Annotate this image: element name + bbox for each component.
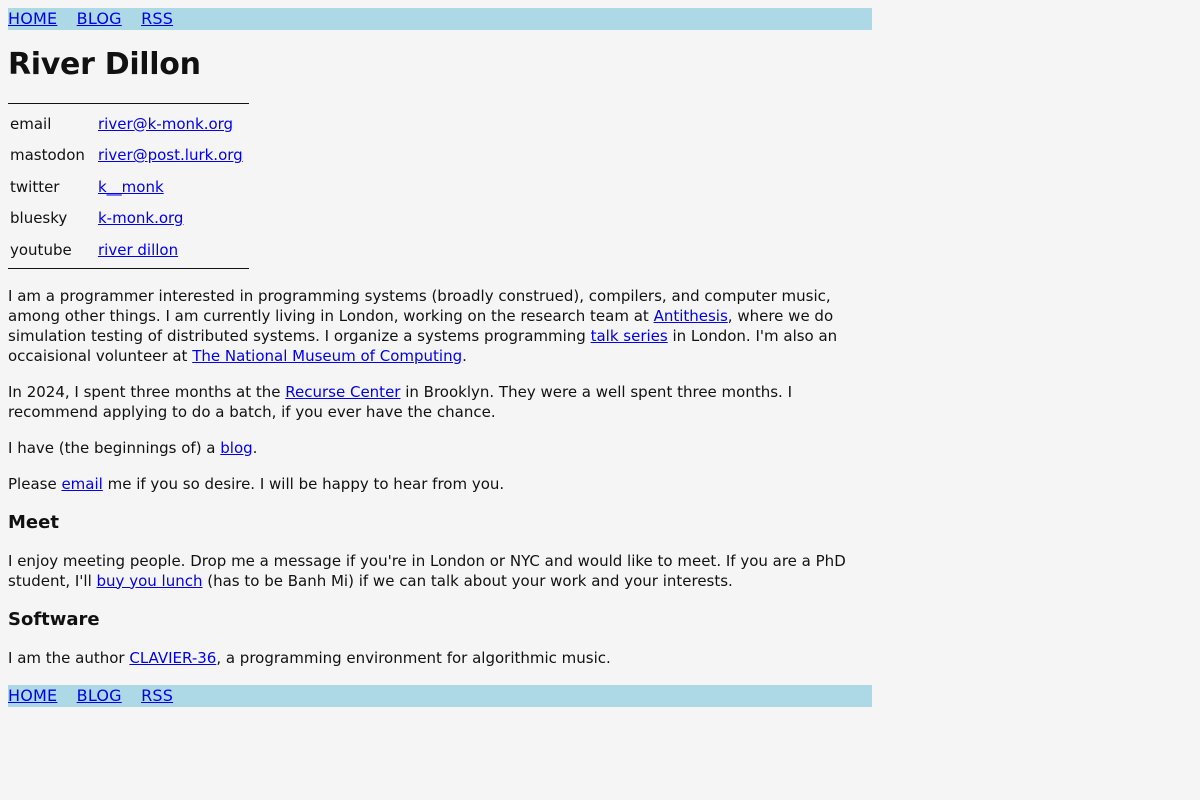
software-heading: Software [8, 608, 100, 630]
bluesky-link[interactable]: k-monk.org [98, 209, 184, 228]
meet-paragraph [8, 551, 872, 591]
contact-row-email [8, 104, 249, 140]
contact-key: email [10, 114, 52, 133]
blog-text-2: . [252, 438, 258, 457]
recurse-paragraph [8, 382, 872, 422]
buy-lunch-link[interactable]: buy you lunch [96, 571, 203, 590]
nav-home-link[interactable]: HOME [8, 9, 58, 28]
contact-key: bluesky [10, 209, 68, 228]
youtube-link[interactable]: river dillon [98, 240, 179, 259]
talk-series-link[interactable]: talk series [590, 326, 668, 345]
intro-text-1: I am a programmer interested in programming systems (broadly construed), compilers, and computer music, among other things. I am currently living in London, working on the research team at [8, 286, 831, 325]
blog-paragraph [8, 438, 872, 458]
email-text-2: me if you so desire. I will be happy to hear from you. [102, 474, 505, 493]
contact-row-mastodon [8, 140, 249, 172]
email-paragraph [8, 474, 872, 494]
clavier-link[interactable]: CLAVIER-36 [129, 648, 217, 667]
page-content [8, 8, 872, 707]
meet-text-1: I enjoy meeting people. Drop me a message if you're in London or NYC and would like to meet. If you are a PhD student, I'll [8, 551, 846, 590]
intro-text-4: . [462, 346, 467, 365]
contact-key: mastodon [10, 146, 85, 165]
recurse-text-2: in Brooklyn. They were a well spent three months. I recommend applying to do a batch, if you ever have the chance. [8, 382, 792, 421]
footer-rss-link[interactable]: RSS [141, 685, 174, 705]
museum-link[interactable]: The National Museum of Computing [192, 346, 463, 365]
contact-value [96, 234, 249, 268]
contact-key: twitter [10, 177, 60, 196]
contact-value [96, 104, 249, 140]
contact-value [96, 140, 249, 172]
blog-link[interactable]: blog [220, 438, 253, 457]
page-title: River Dillon [8, 47, 201, 82]
mastodon-link[interactable]: river@post.lurk.org [98, 146, 243, 165]
contact-value [96, 203, 249, 235]
meet-text-2: (has to be Banh Mi) if we can talk about your work and your interests. [202, 571, 733, 590]
software-text-2: , a programming environment for algorithmic music. [216, 648, 611, 667]
software-paragraph [8, 648, 872, 668]
twitter-link[interactable]: k__monk [98, 177, 164, 196]
contact-value [96, 171, 249, 203]
software-text-1: I am the author [8, 648, 130, 667]
email-text-1: Please [8, 474, 62, 493]
footer-home-link[interactable]: HOME [8, 685, 58, 705]
antithesis-link[interactable]: Antithesis [653, 306, 728, 325]
meet-heading: Meet [8, 511, 59, 533]
bottom-nav [8, 685, 872, 707]
nav-blog-link[interactable]: BLOG [76, 9, 122, 28]
contact-row-twitter [8, 171, 249, 203]
contact-row-bluesky [8, 203, 249, 235]
recurse-center-link[interactable]: Recurse Center [285, 382, 401, 401]
recurse-text-1: In 2024, I spent three months at the [8, 382, 286, 401]
contact-row-youtube [8, 234, 249, 268]
intro-text-3: in London. I'm also an occaisional volunteer at [8, 326, 838, 365]
contact-key: youtube [10, 240, 72, 259]
intro-text-2: , where we do simulation testing of distributed systems. I organize a systems programming [8, 306, 834, 345]
email-link[interactable]: river@k-monk.org [98, 114, 234, 133]
contact-table [8, 103, 249, 269]
blog-text-1: I have (the beginnings of) a [8, 438, 221, 457]
footer-blog-link[interactable]: BLOG [76, 685, 122, 705]
intro-paragraph [8, 286, 872, 366]
nav-rss-link[interactable]: RSS [141, 9, 174, 28]
email-inline-link[interactable]: email [61, 474, 103, 493]
top-nav [8, 8, 872, 30]
